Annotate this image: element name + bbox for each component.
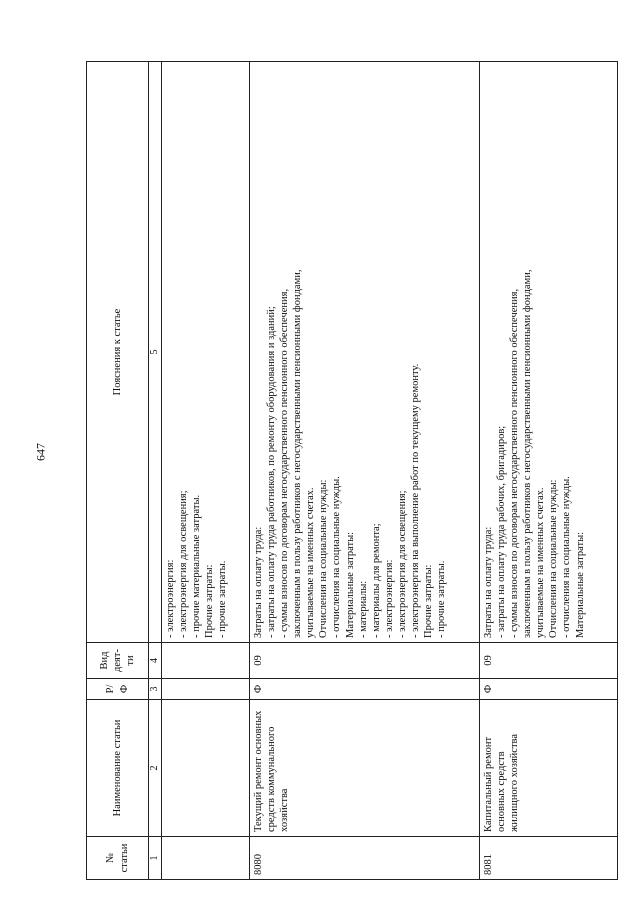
rf-cell: Ф — [250, 679, 480, 700]
explanation-line: - прочие затраты. — [435, 560, 447, 638]
explanation-line: Прочие затраты: — [422, 564, 434, 638]
explanation-line: Затраты на оплату труда: — [483, 526, 495, 638]
article-name-cell: Капитальный ремонт основных средств жилищного хозяйства — [480, 700, 618, 837]
column-number: 1 — [149, 837, 162, 880]
explanation-line: - затраты на оплату труда рабочих, бригадиров; — [496, 425, 508, 638]
explanation-cell — [480, 62, 618, 643]
explanation-cell — [162, 62, 250, 643]
article-number-cell: 8081 — [480, 837, 618, 880]
explanation-line: - прочие затраты. — [217, 560, 229, 638]
explanation-line: - суммы взносов по договорам негосударственного пенсионного обеспечения, — [279, 288, 291, 638]
explanation-line: - материалы для ремонта; — [370, 523, 382, 638]
explanation-line: - материалы: — [357, 580, 369, 638]
header-explanation: Пояснения к статье — [87, 62, 149, 643]
header-article-number: № статьи — [87, 837, 149, 880]
explanation-line: - суммы взносов по договорам негосударственного пенсионного обеспечения, — [509, 288, 521, 638]
activity-type-cell — [162, 643, 250, 679]
activity-type-cell: 09 — [480, 643, 618, 679]
column-number-row — [149, 62, 162, 880]
column-number: 3 — [149, 679, 162, 700]
rf-cell: Ф — [480, 679, 618, 700]
explanation-line: - электроэнергия для освещения; — [396, 490, 408, 638]
column-number: 4 — [149, 643, 162, 679]
explanation-line: учитываемые на именных счетах. — [305, 487, 317, 638]
explanation-cell — [250, 62, 480, 643]
explanation-line: заключенным в пользу работников с негосударственными пенсионными фондами, — [292, 269, 304, 638]
explanation-line: Прочие затраты: — [204, 564, 216, 638]
explanation-line: Материальные затраты: — [344, 531, 356, 638]
explanation-line: - отчисления на социальные нужды. — [561, 476, 573, 638]
table-row — [162, 62, 250, 880]
explanation-line: - электроэнергия на выполнение работ по текущему ремонту. — [409, 363, 421, 638]
explanation-line: Затраты на оплату труда: — [253, 526, 265, 638]
table-row — [250, 62, 480, 880]
header-rf: Р/Ф — [87, 679, 149, 700]
explanation-line: заключенным в пользу работников с негосударственными пенсионными фондами, — [522, 269, 534, 638]
explanation-line: Материальные затраты: — [574, 531, 586, 638]
article-number-cell: 8080 — [250, 837, 480, 880]
header-article-name: Наименование статьи — [87, 700, 149, 837]
table-container — [86, 62, 618, 880]
table-row — [480, 62, 618, 880]
explanation-line: - отчисления на социальные нужды. — [331, 476, 343, 638]
explanation-line: - прочие материальные затраты. — [191, 494, 203, 638]
explanation-line: учитываемые на именных счетах. — [535, 487, 547, 638]
activity-type-cell: 09 — [250, 643, 480, 679]
column-number: 2 — [149, 700, 162, 837]
header-activity-type: Вид деят-ти — [87, 643, 149, 679]
explanation-line: Отчисления на социальные нужды: — [548, 479, 560, 638]
explanation-line: - электроэнергия: — [165, 559, 177, 638]
explanation-line: - электроэнергия: — [383, 559, 395, 638]
column-number: 5 — [149, 62, 162, 643]
table-header-row — [87, 62, 149, 880]
explanation-line: - электроэнергия для освещения; — [178, 490, 190, 638]
rf-cell — [162, 679, 250, 700]
page-number: 647 — [33, 443, 48, 461]
article-name-cell — [162, 700, 250, 837]
explanation-line: Отчисления на социальные нужды: — [318, 479, 330, 638]
cost-items-table — [86, 61, 618, 880]
explanation-line: - затраты на оплату труда работников, по ремонту оборудования и зданий; — [266, 306, 278, 638]
article-name-cell: Текущий ремонт основных средств коммунального хозяйства — [250, 700, 480, 837]
article-number-cell — [162, 837, 250, 880]
